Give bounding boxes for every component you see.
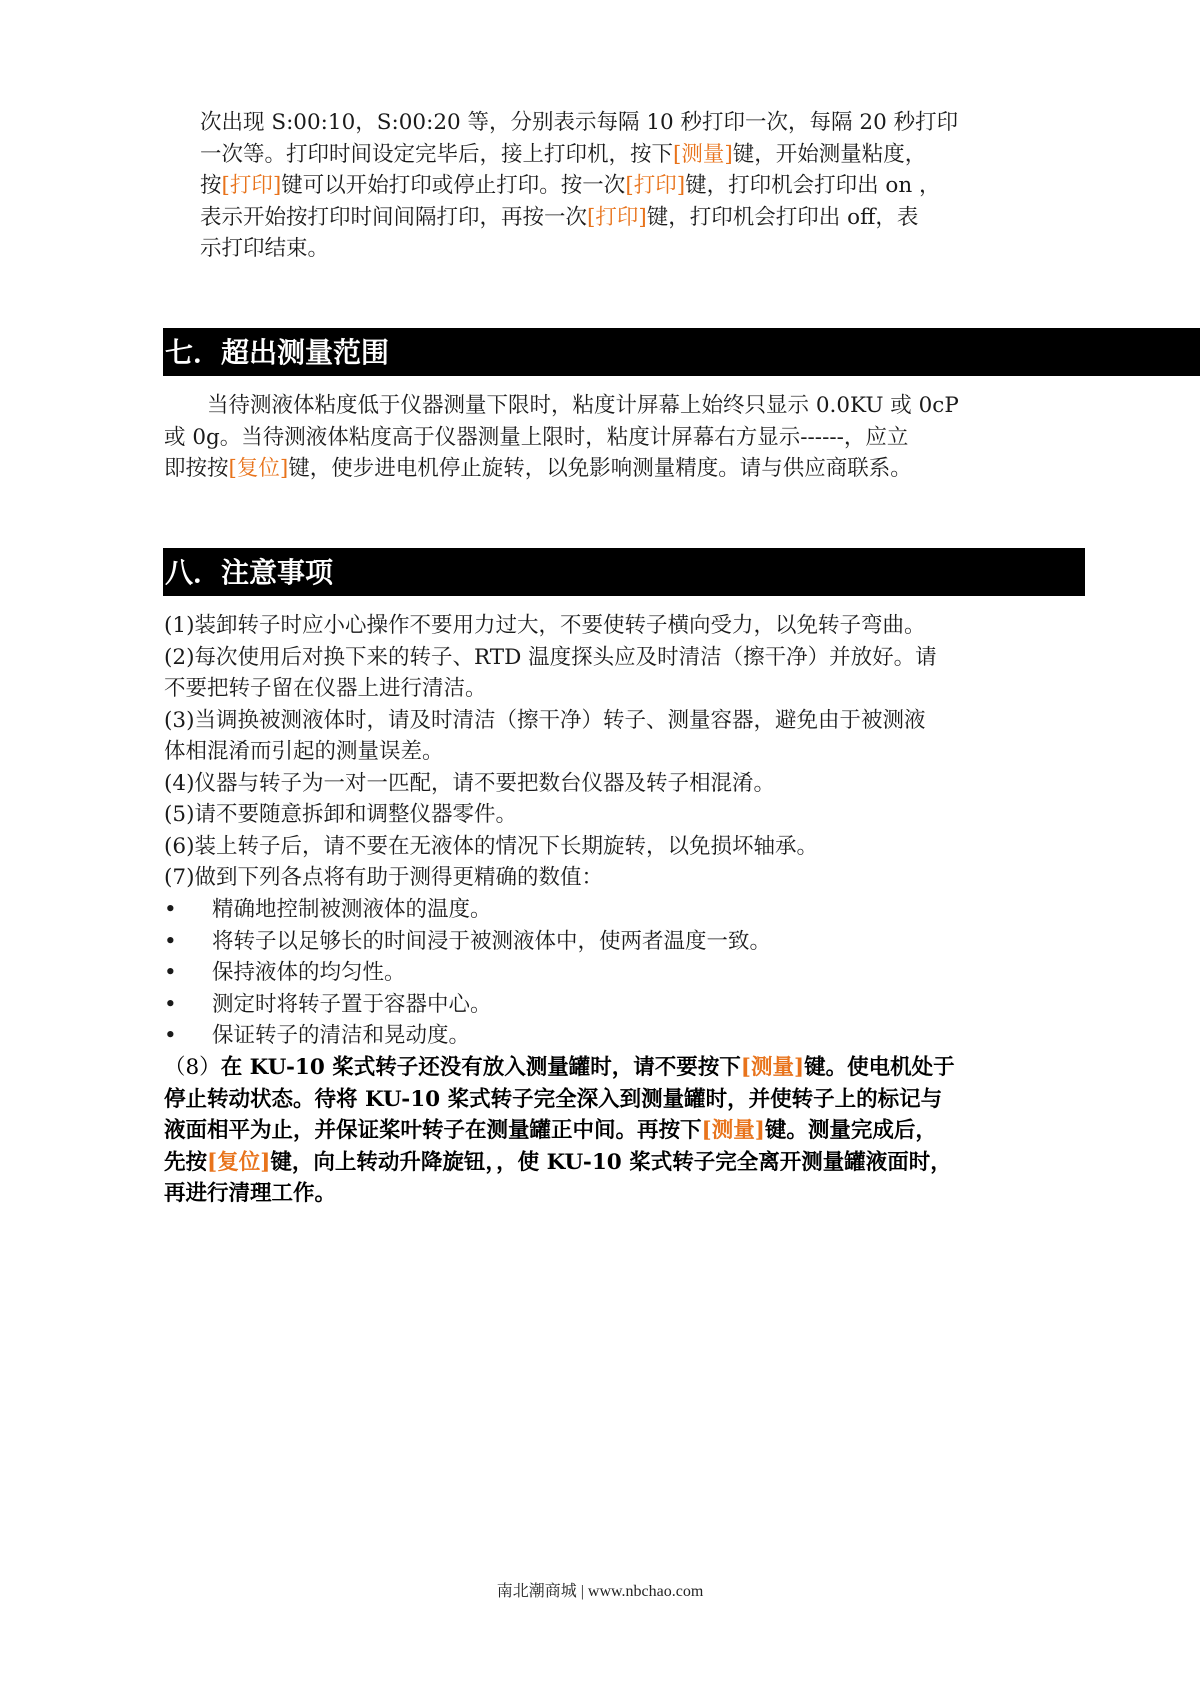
text-line — [200, 170, 958, 202]
bullet-text: 测定时将转子置于容器中心。 — [212, 991, 492, 1017]
list-item: (6)装上转子后，请不要在无液体的情况下长期旋转，以免损坏轴承。 — [164, 833, 818, 859]
bullet-text: 精确地控制被测液体的温度。 — [212, 897, 492, 922]
bullet-item — [164, 957, 771, 989]
text-line — [200, 233, 958, 265]
list-item: (4)仪器与转子为一对一匹配，请不要把数台仪器及转子相混淆。 — [164, 770, 775, 796]
text-line — [164, 453, 959, 485]
list-item: 不要把转子留在仪器上进行清洁。 — [164, 676, 487, 701]
list-item: (3)当调换被测液体时，请及时清洁（擦干净）转子、测量容器，避免由于被测液 — [164, 707, 926, 733]
text-run: 当待测液体粘度低于仪器测量下限时，粘度计屏幕上始终只显示 0.0KU 或 0cP — [164, 393, 959, 418]
key-label: [复位] — [207, 1149, 271, 1175]
text-run: 键。测量完成后， — [764, 1118, 937, 1143]
key-label: [打印] — [587, 204, 647, 230]
text-line — [164, 422, 959, 454]
bullet-text: 保持液体的均匀性。 — [212, 960, 406, 985]
text-run: 再进行清理工作。 — [164, 1181, 337, 1206]
text-run: 键，开始测量粘度， — [732, 141, 927, 167]
text-run: 键，向上转动升降旋钮，，使 KU-10 桨式转子完全离开测量罐液面时， — [270, 1149, 952, 1175]
text-line — [164, 390, 959, 422]
text-line — [164, 1147, 955, 1179]
text-run: 键。使电机处于 — [804, 1055, 955, 1080]
bullet-text: 将转子以足够长的时间浸于被测液体中，使两者温度一致。 — [212, 928, 772, 954]
text-run: 键可以开始打印或停止打印。按一次 — [281, 173, 626, 198]
text-line — [200, 139, 958, 171]
section-7-body — [164, 390, 959, 485]
page-footer: 南北潮商城 | www.nbchao.com — [496, 1583, 704, 1600]
text-line — [200, 202, 958, 234]
text-line — [164, 1084, 955, 1116]
text-run: 示打印结束。 — [200, 236, 330, 261]
section-8-bullets — [164, 894, 771, 1052]
section-8-heading: 八．注意事项 — [163, 548, 1085, 596]
text-line — [164, 1115, 955, 1147]
text-run: 液面相平为止，并保证桨叶转子在测量罐正中间。再按下 — [164, 1118, 702, 1143]
key-label: [复位] — [228, 456, 289, 481]
key-label: [测量] — [673, 141, 733, 167]
text-run: 或 0g。当待测液体粘度高于仪器测量上限时，粘度计屏幕右方显示------，应立 — [164, 424, 909, 450]
text-line — [164, 1052, 955, 1084]
bullet-icon: • — [164, 928, 177, 954]
list-item: (7)做到下列各点将有助于测得更精确的数值： — [164, 865, 603, 890]
bullet-item — [164, 989, 771, 1021]
list-item: (5)请不要随意拆卸和调整仪器零件。 — [164, 802, 517, 827]
text-run: 在 KU-10 桨式转子还没有放入测量罐时，请不要按下 — [220, 1055, 741, 1080]
text-run: 键，使步进电机停止旋转，以免影响测量精度。请与供应商联系。 — [288, 456, 912, 481]
print-instructions — [200, 107, 958, 265]
text-run: 表示开始按打印时间间隔打印，再按一次 — [200, 204, 588, 230]
text-run: 一次等。打印时间设定完毕后，接上打印机，按下 — [200, 141, 674, 167]
bullet-item — [164, 926, 771, 958]
bullet-icon: • — [164, 897, 177, 922]
key-label: [测量] — [740, 1055, 805, 1080]
bullet-icon: • — [164, 991, 177, 1017]
section-8-note-8 — [164, 1052, 955, 1210]
text-run: 次出现 S:00:10，S:00:20 等，分别表示每隔 10 秒打印一次，每隔 20 秒打印 — [200, 110, 959, 135]
bullet-icon: • — [164, 960, 177, 985]
bullet-text: 保证转子的清洁和晃动度。 — [212, 1023, 471, 1048]
text-run: 即按按 — [164, 456, 229, 481]
text-run: 先按 — [164, 1149, 208, 1175]
bullet-item — [164, 1020, 771, 1052]
text-run: 按 — [200, 173, 222, 198]
section-8-body — [164, 610, 937, 894]
list-item: (1)装卸转子时应小心操作不要用力过大，不要使转子横向受力，以免转子弯曲。 — [164, 613, 926, 638]
key-label: [测量] — [701, 1118, 765, 1143]
list-item: (2)每次使用后对换下来的转子、RTD 温度探头应及时清洁（擦干净）并放好。请 — [164, 644, 937, 670]
bullet-item — [164, 894, 771, 926]
text-line — [200, 107, 958, 139]
text-run: （8） — [164, 1055, 221, 1080]
section-7-heading: 七．超出测量范围 — [163, 328, 1200, 376]
list-item: 体相混淆而引起的测量误差。 — [164, 739, 444, 764]
text-run: 停止转动状态。待将 KU-10 桨式转子完全深入到测量罐时，并使转子上的标记与 — [164, 1086, 943, 1112]
text-run: 键，打印机会打印出 on ， — [685, 173, 941, 198]
text-line — [164, 1178, 955, 1210]
bullet-icon: • — [164, 1023, 177, 1048]
text-run: 键，打印机会打印出 off，表 — [646, 204, 919, 230]
key-label: [打印] — [221, 173, 282, 198]
key-label: [打印] — [625, 173, 686, 198]
